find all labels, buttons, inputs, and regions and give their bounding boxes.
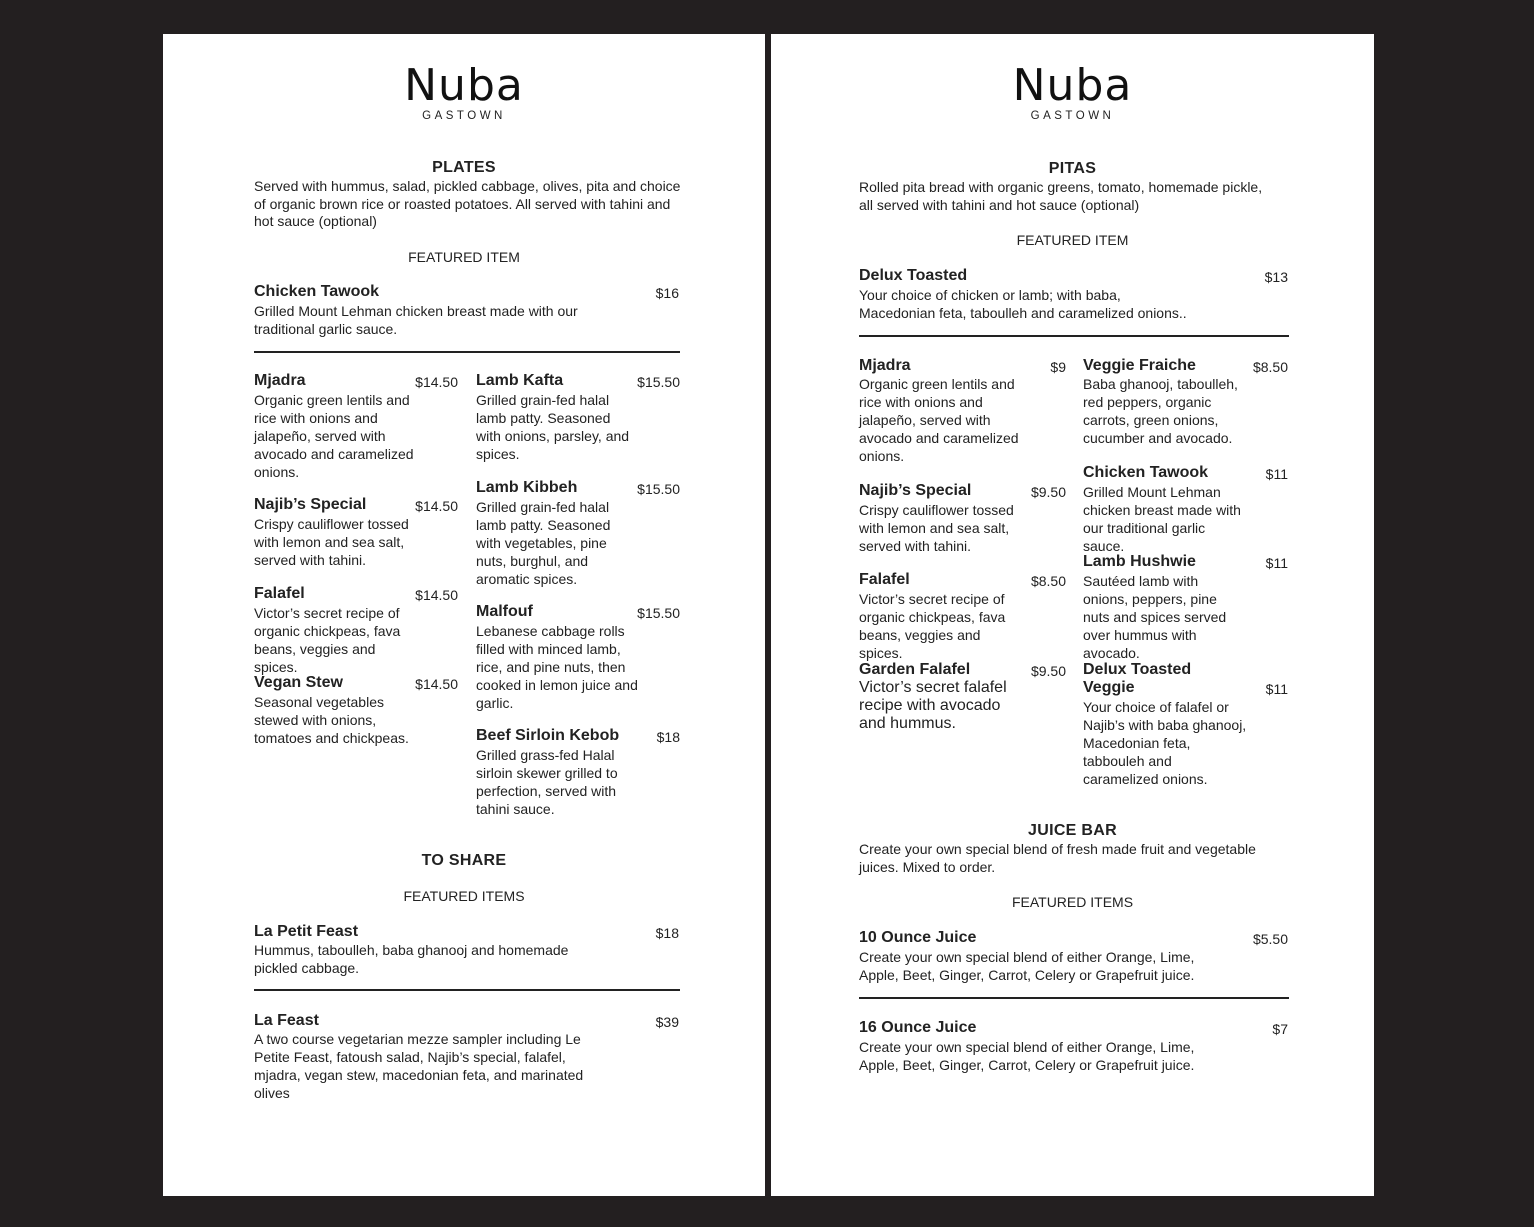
menu-item-description: Victor’s secret falafel recipe with avocado and hummus.	[859, 679, 1007, 732]
menu-item-name: Falafel	[859, 571, 910, 588]
juice-item-name: 10 Ounce Juice	[859, 929, 977, 946]
brand-logo	[771, 60, 1374, 122]
menu-item-price: $18	[656, 729, 680, 745]
section-title-to-share: TO SHARE	[421, 852, 507, 869]
share-item-price: $39	[655, 1014, 679, 1030]
menu-item-description: Victor’s secret recipe of organic chickpeas, fava beans, veggies and spices.	[254, 605, 401, 675]
section-description-pitas: Rolled pita bread with organic greens, tomato, homemade pickle, all served with tahini and hot sauce (optional)	[859, 179, 1263, 213]
menu-item-name: Lamb Kafta	[476, 372, 564, 389]
menu-item-price: $9.50	[1030, 484, 1066, 500]
menu-item-price: $14.50	[415, 676, 458, 692]
menu-item-description: Organic green lentils and rice with onions and jalapeño, served with avocado and caramelized onions.	[254, 392, 414, 480]
share-item-description: Hummus, taboulleh, baba ghanooj and homemade pickled cabbage.	[254, 942, 569, 976]
featured-label-juice-bar: FEATURED ITEMS	[1011, 894, 1134, 910]
featured-item-price: $16	[655, 285, 679, 301]
menu-item-description: Baba ghanooj, taboulleh, red peppers, organic carrots, green onions, cucumber and avocado.	[1083, 376, 1238, 446]
share-item-name: La Petit Feast	[254, 923, 359, 940]
menu-item-price: $9.50	[1030, 663, 1066, 679]
menu-page-left	[163, 34, 765, 1196]
menu-item-description: Grilled grass-fed Halal sirloin skewer grilled to perfection, served with tahini sauce.	[476, 747, 618, 817]
menu-item-description: Seasonal vegetables stewed with onions, tomatoes and chickpeas.	[254, 694, 409, 746]
juice-item-name: 16 Ounce Juice	[859, 1019, 977, 1036]
divider	[254, 989, 680, 991]
menu-item-price: $14.50	[415, 498, 458, 514]
juice-item-description: Create your own special blend of either Orange, Lime, Apple, Beet, Ginger, Carrot, Celery or Grapefruit juice.	[859, 1039, 1195, 1073]
section-description-plates: Served with hummus, salad, pickled cabbage, olives, pita and choice of organic brown rice or roasted potatoes. All served with tahini and hot sauce (optional)	[254, 178, 681, 230]
menu-item-price: $8.50	[1030, 573, 1066, 589]
menu-item-name: Najib’s Special	[859, 482, 972, 499]
brand-logo-wordmark: Nuba	[404, 60, 524, 111]
featured-item-description: Your choice of chicken or lamb; with baba, Macedonian feta, taboulleh and caramelized onions..	[859, 287, 1187, 321]
menu-item-price: $15.50	[637, 374, 680, 390]
share-item-price: $18	[655, 925, 679, 941]
menu-item-price: $9	[1050, 359, 1066, 375]
menu-item-price: $15.50	[637, 605, 680, 621]
menu-item-description: Your choice of falafel or Najib’s with baba ghanooj, Macedonian feta, tabbouleh and caramelized onions.	[1083, 699, 1247, 787]
menu-item-description: Crispy cauliflower tossed with lemon and sea salt, served with tahini.	[859, 502, 1014, 554]
featured-label-pitas: FEATURED ITEM	[1016, 232, 1129, 248]
menu-item-price: $14.50	[415, 374, 458, 390]
divider	[859, 997, 1289, 999]
featured-item-price: $13	[1264, 269, 1288, 285]
featured-item-name: Chicken Tawook	[254, 283, 380, 300]
menu-item-name: Lamb Kibbeh	[476, 479, 578, 496]
menu-item-name: Lamb Hushwie	[1083, 553, 1196, 570]
menu-item-price: $11	[1265, 555, 1288, 571]
juice-item-price: $7	[1272, 1021, 1288, 1037]
section-title-juice-bar: JUICE BAR	[1028, 822, 1117, 839]
brand-logo	[163, 60, 765, 122]
section-title-plates: PLATES	[432, 159, 496, 176]
menu-item-description: Grilled Mount Lehman chicken breast made with our traditional garlic sauce.	[1083, 484, 1241, 554]
menu-item-name: Mjadra	[254, 372, 306, 389]
share-item-description: A two course vegetarian mezze sampler including Le Petite Feast, fatoush salad, Najib’s special, falafel, mjadra, vegan stew, macedonian feta, and marinated olives	[254, 1031, 584, 1101]
section-title-pitas: PITAS	[1048, 160, 1097, 177]
brand-location: GASTOWN	[422, 110, 506, 122]
featured-label-plates: FEATURED ITEM	[408, 249, 520, 265]
menu-item-description: Grilled grain-fed halal lamb patty. Seasoned with onions, parsley, and spices.	[476, 392, 630, 462]
menu-item-name: Delux Toasted Veggie	[1083, 661, 1192, 696]
menu-item-name: Garden Falafel	[859, 661, 971, 678]
brand-logo-wordmark: Nuba	[1012, 60, 1133, 111]
menu-item-name: Vegan Stew	[254, 674, 343, 691]
divider	[859, 335, 1289, 337]
menu-item-price: $14.50	[415, 587, 458, 603]
menu-page-right	[771, 34, 1374, 1196]
menu-item-price: $11	[1265, 681, 1288, 697]
menu-item-name: Najib’s Special	[254, 496, 367, 513]
menu-item-description: Victor’s secret recipe of organic chickpeas, fava beans, veggies and spices.	[859, 591, 1006, 661]
juice-item-price: $5.50	[1252, 931, 1288, 947]
share-item-name: La Feast	[254, 1012, 319, 1029]
menu-item-description: Sautéed lamb with onions, peppers, pine nuts and spices served over hummus with avocado.	[1083, 573, 1227, 661]
featured-item-description: Grilled Mount Lehman chicken breast made with our traditional garlic sauce.	[254, 303, 578, 337]
menu-item-price: $8.50	[1252, 359, 1288, 375]
menu-item-price: $11	[1265, 466, 1288, 482]
menu-item-price: $15.50	[637, 481, 680, 497]
menu-item-description: Organic green lentils and rice with onions and jalapeño, served with avocado and caramelized onions.	[859, 376, 1019, 464]
featured-label-to-share: FEATURED ITEMS	[403, 888, 525, 904]
section-description-juice-bar: Create your own special blend of fresh made fruit and vegetable juices. Mixed to order.	[859, 841, 1256, 875]
menu-item-name: Veggie Fraiche	[1083, 357, 1196, 374]
menu-item-name: Chicken Tawook	[1083, 464, 1209, 481]
divider	[254, 351, 680, 353]
featured-item-name: Delux Toasted	[859, 267, 968, 284]
menu-item-description: Lebanese cabbage rolls filled with minced lamb, rice, and pine nuts, then cooked in lemon juice and garlic.	[476, 623, 638, 711]
menu-item-name: Beef Sirloin Kebob	[476, 727, 620, 744]
menu-item-name: Malfouf	[476, 603, 533, 620]
menu-item-name: Mjadra	[859, 357, 911, 374]
menu-item-description: Crispy cauliflower tossed with lemon and sea salt, served with tahini.	[254, 516, 409, 568]
menu-item-description: Grilled grain-fed halal lamb patty. Seasoned with vegetables, pine nuts, burghul, and aromatic spices.	[476, 499, 611, 587]
juice-item-description: Create your own special blend of either Orange, Lime, Apple, Beet, Ginger, Carrot, Celery or Grapefruit juice.	[859, 949, 1195, 983]
brand-location: GASTOWN	[1030, 110, 1115, 122]
menu-item-name: Falafel	[254, 585, 305, 602]
